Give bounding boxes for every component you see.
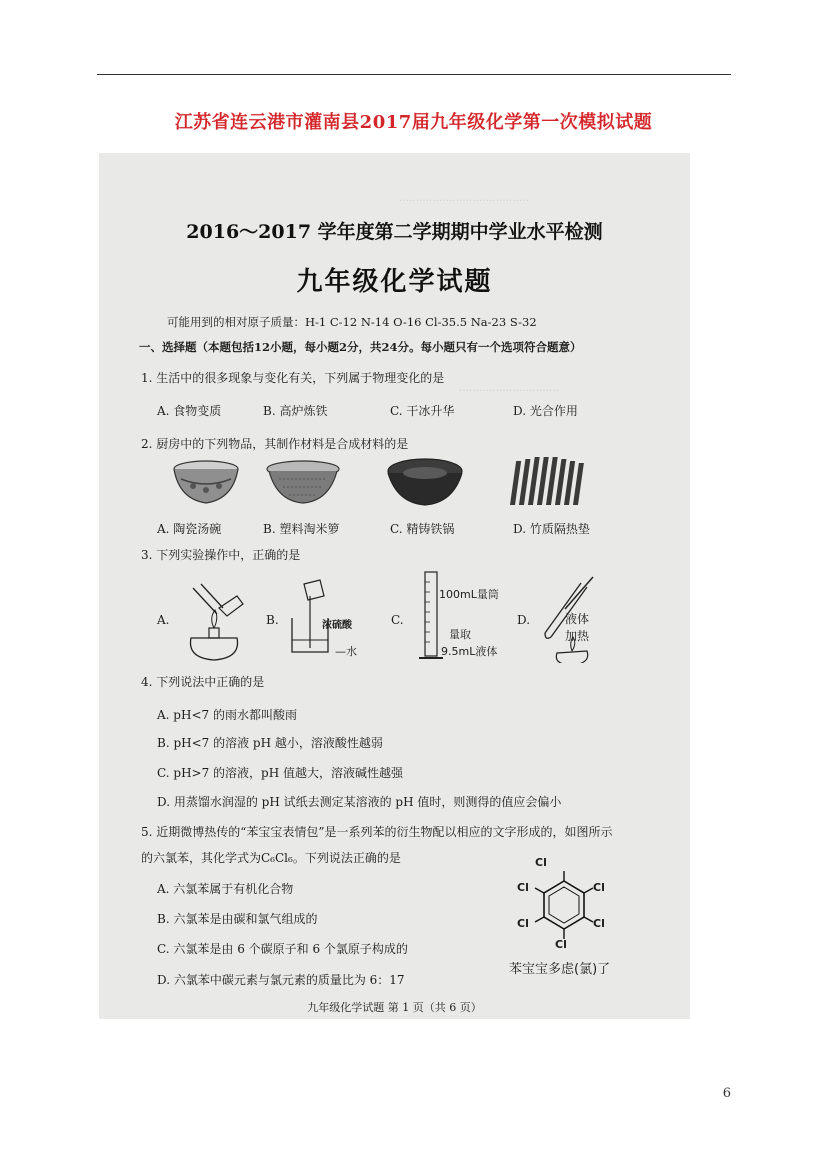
question-5-stem-line1: 5. 近期微博热传的“苯宝宝表情包”是一系列苯的衍生物配以相应的文字形成的，如图所示	[141, 825, 613, 839]
cl-atom-label: Cl	[517, 917, 529, 930]
exam-heading: 2016～2017 学年度第二学期期中学业水平检测	[186, 221, 603, 243]
question-5-stem-line2: 的六氯苯，其化学式为C₆Cl₆。下列说法正确的是	[141, 851, 401, 865]
question-5-option-a: A. 六氯苯属于有机化合物	[157, 882, 294, 896]
liquid-label: 液体	[565, 612, 590, 626]
bamboo-mat-image	[509, 455, 589, 507]
question-3-stem: 3. 下列实验操作中，正确的是	[141, 548, 301, 562]
alcohol-lamp-lighting-diagram	[179, 578, 249, 663]
question-5-option-b: B. 六氯苯是由碳和氯气组成的	[157, 912, 318, 926]
measure-label-line1: 量取	[449, 628, 471, 641]
question-1-option-d: D. 光合作用	[513, 404, 578, 418]
measure-label-line2: 9.5mL液体	[441, 645, 498, 658]
question-1-option-a: A. 食物变质	[157, 404, 222, 418]
scanned-exam-page	[99, 153, 690, 1019]
exam-subject: 九年级化学试题	[296, 267, 493, 297]
cl-atom-label: Cl	[555, 938, 567, 951]
cylinder-size-label: 100mL量筒	[439, 588, 499, 601]
question-1-option-b: B. 高炉炼铁	[263, 404, 328, 418]
question-4-option-d: D. 用蒸馏水润湿的 pH 试纸去测定某溶液的 pH 值时，则测得的值应会偏小	[157, 795, 562, 809]
question-3-letter-d: D.	[517, 613, 531, 627]
question-5-option-c: C. 六氯苯是由 6 个碳原子和 6 个氯原子构成的	[157, 942, 408, 956]
question-4-option-c: C. pH>7 的溶液，pH 值越大，溶液碱性越强	[157, 766, 403, 780]
exam-page-footer: 九年级化学试题 第 1 页（共 6 页）	[307, 1001, 482, 1014]
question-1-stem: 1. 生活中的很多现象与变化有关，下列属于物理变化的是	[141, 371, 445, 385]
question-2-option-a: A. 陶瓷汤碗	[157, 522, 222, 536]
section-heading: 一、选择题（本题包括12小题，每小题2分，共24分。每小题只有一个选项符合题意）	[139, 340, 582, 354]
cl-atom-label: Cl	[517, 881, 529, 894]
bleed-through-text: …………………………	[459, 383, 559, 394]
bleed-through-text: …………………………………	[399, 193, 529, 204]
question-2-option-c: C. 精铸铁锅	[390, 522, 455, 536]
question-2-stem: 2. 厨房中的下列物品，其制作材料是合成材料的是	[141, 437, 409, 451]
cl-atom-label: Cl	[593, 917, 605, 930]
plastic-basket-image	[265, 459, 341, 507]
heat-label: 加热	[565, 629, 590, 643]
question-1-option-c: C. 干冰升华	[390, 404, 455, 418]
question-2-option-d: D. 竹质隔热垫	[513, 522, 590, 536]
question-3-letter-c: C.	[391, 613, 404, 627]
iron-wok-image	[385, 457, 465, 507]
question-5-option-d: D. 六氯苯中碳元素与氯元素的质量比为 6：17	[157, 973, 405, 987]
question-4-option-b: B. pH<7 的溶液 pH 越小，溶液酸性越弱	[157, 736, 383, 750]
ceramic-bowl-image	[171, 459, 241, 507]
question-4-option-a: A. pH<7 的雨水都叫酸雨	[157, 708, 297, 722]
document-title: 江苏省连云港市灌南县2017届九年级化学第一次模拟试题	[174, 112, 653, 133]
structure-caption: 苯宝宝多虑(氯)了	[509, 962, 611, 977]
concentrated-acid-label: 浓硫酸	[322, 620, 352, 631]
question-4-stem: 4. 下列说法中正确的是	[141, 675, 265, 689]
cl-atom-label: Cl	[593, 881, 605, 894]
question-3-letter-b: B.	[266, 613, 279, 627]
page-number: 6	[722, 1086, 731, 1101]
water-label: —水	[335, 645, 357, 658]
cl-atom-label: Cl	[535, 856, 547, 869]
question-3-letter-a: A.	[157, 613, 170, 627]
atomic-masses: 可能用到的相对原子质量：H-1 C-12 N-14 O-16 Cl-35.5 Na-23 S-32	[167, 315, 537, 329]
header-rule	[97, 74, 731, 75]
question-2-option-b: B. 塑料淘米箩	[263, 522, 340, 536]
